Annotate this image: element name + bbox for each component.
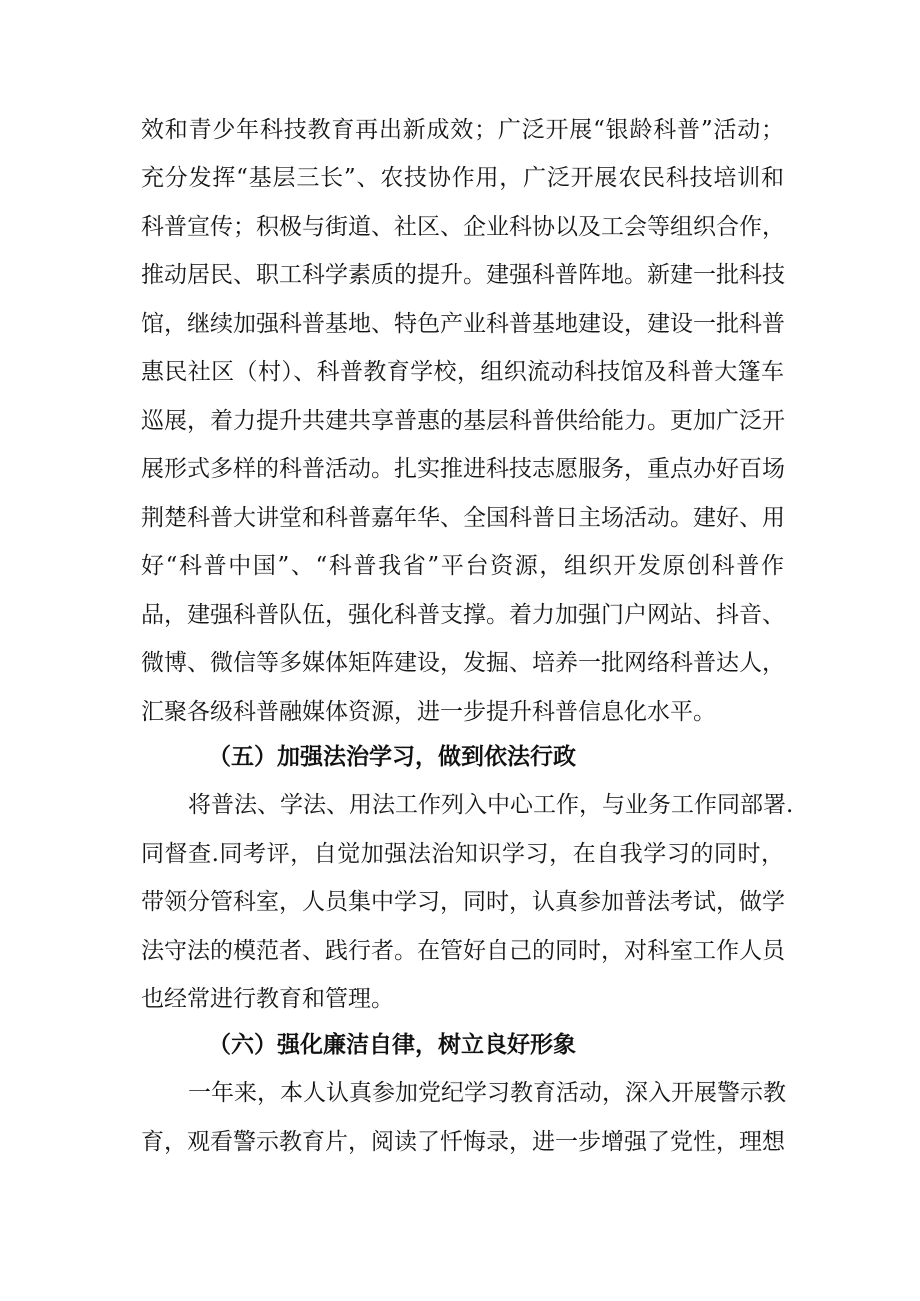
paragraph-2-line-3: 带领分管科室，人员集中学习，同时，认真参加普法考试，做学 (141, 889, 785, 915)
paragraph-1-line-9: 荆楚科普大讲堂和科普嘉年华、全国科普日主场活动。建好、用 (141, 505, 785, 531)
paragraph-3-line-1: 一年来，本人认真参加党纪学习教育活动，深入开展警示教 (188, 1080, 786, 1106)
paragraph-3-line-2: 育，观看警示教育片，阅读了忏悔录，进一步增强了党性，理想 (141, 1129, 785, 1155)
section-heading-6: （六）强化廉洁自律，树立良好形象 (208, 1032, 576, 1058)
paragraph-1-line-11: 品，建强科普队伍，强化科普支撑。着力加强门户网站、抖音、 (141, 602, 785, 628)
paragraph-2-line-4: 法守法的模范者、践行者。在管好自己的同时，对科室工作人员 (141, 938, 785, 964)
paragraph-1-line-4: 推动居民、职工科学素质的提升。建强科普阵地。新建一批科技 (141, 262, 785, 288)
paragraph-1-line-7: 巡展，着力提升共建共享普惠的基层科普供给能力。更加广泛开 (141, 408, 785, 434)
paragraph-2-line-2: 同督查.同考评，自觉加强法治知识学习，在自我学习的同时， (141, 841, 784, 867)
section-heading-5: （五）加强法治学习，做到依法行政 (208, 744, 576, 770)
paragraph-1-line-2: 充分发挥“基层三长”、农技协作用，广泛开展农民科技培训和 (141, 165, 784, 191)
paragraph-1-line-8: 展形式多样的科普活动。扎实推进科技志愿服务，重点办好百场 (141, 456, 785, 482)
paragraph-1-line-5: 馆，继续加强科普基地、特色产业科普基地建设，建设一批科普 (141, 311, 785, 337)
paragraph-1-line-3: 科普宣传；积极与街道、社区、企业科协以及工会等组织合作， (141, 214, 785, 240)
paragraph-1-line-13: 汇聚各级科普融媒体资源，进一步提升科普信息化水平。 (141, 699, 716, 725)
paragraph-2-line-1: 将普法、学法、用法工作列入中心工作，与业务工作同部署. (188, 792, 794, 818)
paragraph-1-line-10: 好“科普中国”、“科普我省”平台资源，组织开发原创科普作 (141, 553, 784, 579)
paragraph-1-line-6: 惠民社区（村）、科普教育学校，组织流动科技馆及科普大篷车 (141, 359, 784, 385)
paragraph-2-line-5: 也经常进行教育和管理。 (141, 986, 394, 1012)
paragraph-1-line-12: 微博、微信等多媒体矩阵建设，发掘、培养一批网络科普达人， (141, 650, 785, 676)
paragraph-1-line-1: 效和青少年科技教育再出新成效；广泛开展“银龄科普”活动； (141, 117, 784, 143)
